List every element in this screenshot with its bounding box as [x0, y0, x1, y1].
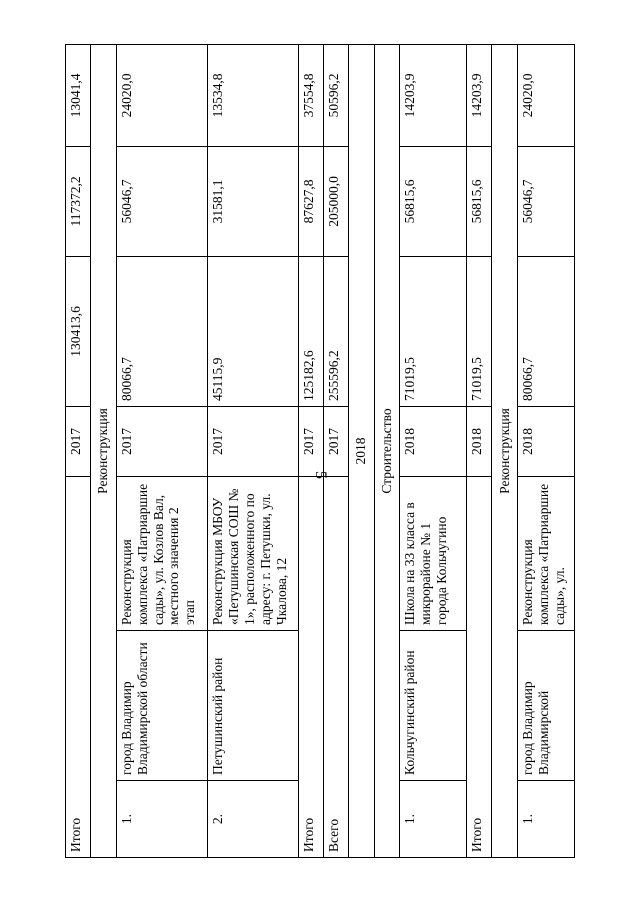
value-federal-cell: 56046,7: [116, 146, 207, 256]
value-regional-cell: 14203,9: [467, 44, 492, 146]
table-row-itogo-2018: [467, 44, 492, 857]
financing-table: [65, 44, 575, 858]
value-total-cell: 71019,5: [400, 256, 467, 406]
section-row: [90, 44, 116, 857]
value-federal-cell: 56815,6: [400, 146, 467, 256]
row-number: 1.: [518, 781, 575, 858]
value-regional-cell: 14203,9: [400, 44, 467, 146]
row-number: 1.: [400, 781, 467, 858]
table-row: [400, 44, 467, 857]
section-row: [492, 44, 518, 857]
value-federal-cell: 56046,7: [518, 146, 575, 256]
value-regional-cell: 37554,8: [299, 44, 324, 146]
section-row: [374, 44, 400, 857]
table-row-itogo-2017: [299, 44, 324, 857]
value-total-cell: 255596,2: [323, 256, 348, 406]
section-header-rekonstrukciya: Реконструкция: [90, 44, 116, 857]
year-cell: 2017: [66, 406, 91, 476]
value-regional-cell: 13534,8: [207, 44, 298, 146]
value-regional-cell: 50596,2: [323, 44, 348, 146]
row-label: Итого: [299, 476, 324, 857]
value-total-cell: 80066,7: [116, 256, 207, 406]
value-total-cell: 80066,7: [518, 256, 575, 406]
municipality-cell: Кольчугинский район: [400, 631, 467, 781]
row-number: 2.: [207, 781, 298, 858]
year-cell: 2017: [116, 406, 207, 476]
year-cell: 2018: [518, 406, 575, 476]
value-regional-cell: 24020,0: [116, 44, 207, 146]
value-regional-cell: 13041,4: [66, 44, 91, 146]
row-label: Итого: [467, 476, 492, 857]
value-total-cell: 45115,9: [207, 256, 298, 406]
row-label: Итого: [66, 476, 91, 857]
value-total-cell: 71019,5: [467, 256, 492, 406]
value-federal-cell: 87627,8: [299, 146, 324, 256]
year-cell: 2017: [323, 406, 348, 476]
value-federal-cell: 117372,2: [66, 146, 91, 256]
section-row: [348, 44, 374, 857]
row-label: Всего: [323, 476, 348, 857]
section-header-rekonstrukciya-2: Реконструкция: [492, 44, 518, 857]
year-cell: 2017: [299, 406, 324, 476]
table-row: [116, 44, 207, 857]
year-cell: 2018: [467, 406, 492, 476]
rotated-table-container: [65, 45, 575, 858]
object-cell: Школа на 33 класса в микрорайоне № 1 города Кольчугино: [400, 476, 467, 630]
value-federal-cell: 31581,1: [207, 146, 298, 256]
section-header-stroitelstvo: Строительство: [374, 44, 400, 857]
table-row: [207, 44, 298, 857]
table-row: [518, 44, 575, 857]
object-cell: Реконструкция комплекса «Патриаршие сады», ул. Козлов Вал, местного значения 2 этап: [116, 476, 207, 630]
municipality-cell: город Владимир Владимирской: [518, 631, 575, 781]
municipality-cell: город Владимир Владимирской области: [116, 631, 207, 781]
object-cell: Реконструкция МБОУ «Петушинская СОШ № 1», расположенного по адресу: г. Петушки, ул. Чкалова, 12: [207, 476, 298, 630]
year-header-2018: 2018: [348, 44, 374, 857]
municipality-cell: Петушинский район: [207, 631, 298, 781]
value-federal-cell: 205000,0: [323, 146, 348, 256]
value-total-cell: 125182,6: [299, 256, 324, 406]
value-regional-cell: 24020,0: [518, 44, 575, 146]
year-cell: 2017: [207, 406, 298, 476]
table-row-itogo-top: [66, 44, 91, 857]
row-number: 1.: [116, 781, 207, 858]
page-number: 5: [312, 471, 329, 479]
table-row-vsego-2017: [323, 44, 348, 857]
value-total-cell: 130413,6: [66, 256, 91, 406]
value-federal-cell: 56815,6: [467, 146, 492, 256]
object-cell: Реконструкция комплекса «Патриаршие сады», ул.: [518, 476, 575, 630]
year-cell: 2018: [400, 406, 467, 476]
